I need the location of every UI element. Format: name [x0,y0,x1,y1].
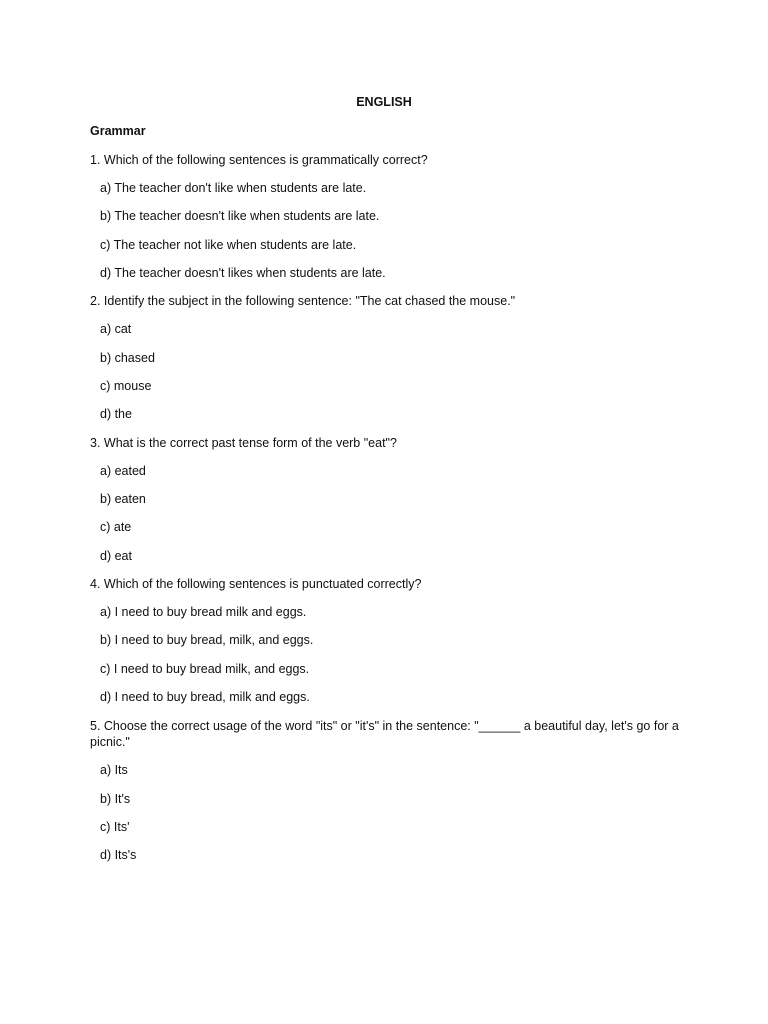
question-text: 1. Which of the following sentences is grammatically correct? [90,153,428,167]
answer-option: c) I need to buy bread milk, and eggs. [100,661,310,676]
question-list [90,152,680,876]
question-text: 2. Identify the subject in the following sentence: "The cat chased the mouse." [90,294,516,309]
answer-option: b) eaten [100,492,146,506]
answer-option: c) The teacher not like when students are late. [100,237,357,252]
section-heading: Grammar [90,124,146,138]
answer-option: b) chased [100,350,155,365]
answer-option: d) The teacher doesn't likes when students are late. [100,266,386,280]
page-title: ENGLISH [356,95,412,109]
answer-option: b) I need to buy bread, milk, and eggs. [100,633,314,648]
answer-option: a) cat [100,322,132,337]
question-5 [90,718,680,865]
answer-option: d) Its's [100,848,137,863]
question-1 [90,152,680,282]
answer-option: a) Its [100,763,128,778]
answer-option: c) mouse [100,379,152,393]
answer-option: b) It's [100,791,131,806]
question-text: 5. Choose the correct usage of the word "its" or "it's" in the sentence: "______ a beautiful day, let's go for a picnic." [90,718,679,750]
answer-option: d) I need to buy bread, milk and eggs. [100,690,310,705]
question-2 [90,293,680,423]
answer-option: a) The teacher don't like when students are late. [100,180,367,195]
answer-option: d) the [100,407,132,422]
question-3 [90,435,680,565]
answer-option: a) I need to buy bread milk and eggs. [100,605,307,619]
answer-option: c) Its' [100,820,130,834]
answer-option: c) ate [100,520,132,535]
answer-option: a) eated [100,463,146,478]
question-text: 4. Which of the following sentences is punctuated correctly? [90,577,422,592]
question-text: 3. What is the correct past tense form of the verb "eat"? [90,435,397,450]
answer-option: b) The teacher doesn't like when students are late. [100,209,380,224]
answer-option: d) eat [100,548,132,563]
question-4 [90,576,680,706]
